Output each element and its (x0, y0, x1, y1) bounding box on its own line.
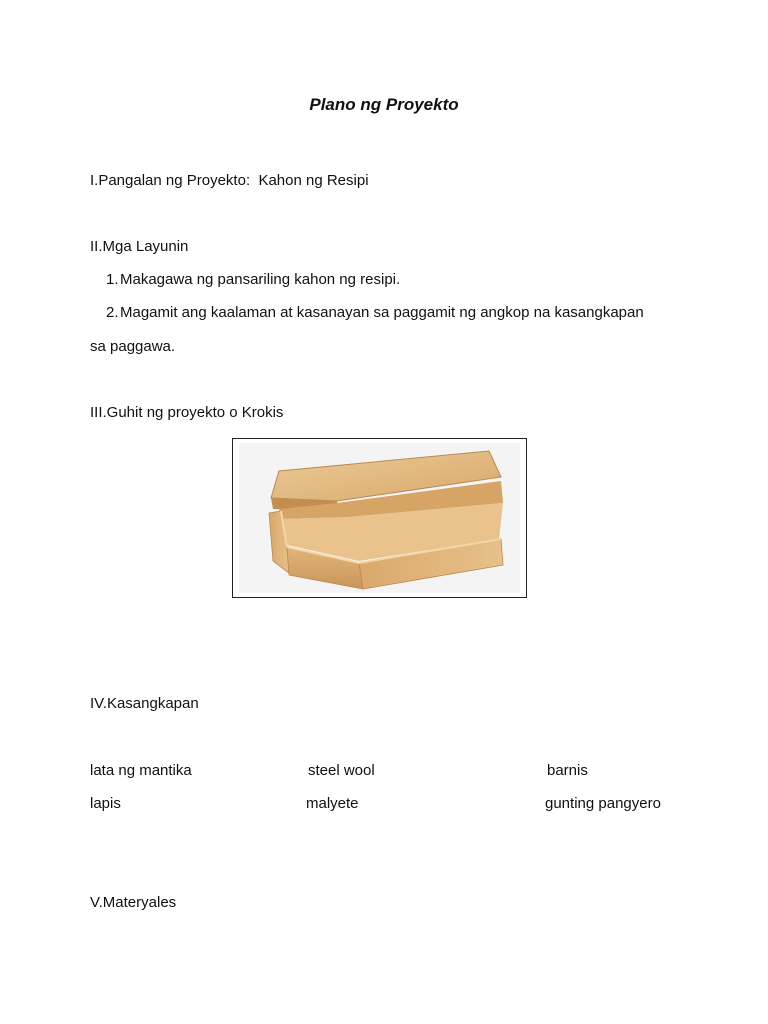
page-title: Plano ng Proyekto (309, 95, 459, 114)
tool-item: lata ng mantika (90, 762, 192, 779)
project-name-label: I.Pangalan ng Proyekto: (90, 172, 251, 189)
objective-number: 2. (106, 304, 119, 321)
tool-item: steel wool (308, 762, 375, 779)
sketch-heading: III.Guhit ng proyekto o Krokis (90, 404, 284, 421)
objective-text: Magamit ang kaalaman at kasanayan sa paggamit ng angkop na kasangkapan (120, 304, 644, 321)
sketch-frame (232, 438, 527, 598)
tools-heading: IV.Kasangkapan (90, 695, 199, 712)
objective-text: Makagawa ng pansariling kahon ng resipi. (120, 271, 401, 288)
tool-item: lapis (90, 795, 121, 812)
objective-item-1 (106, 271, 400, 288)
tool-item: gunting pangyero (545, 795, 661, 812)
wooden-box-image (239, 443, 520, 593)
materials-heading: V.Materyales (90, 894, 177, 911)
objective-continuation: sa paggawa. (90, 338, 176, 355)
objectives-heading: II.Mga Layunin (90, 238, 189, 255)
project-name-line (90, 172, 369, 189)
objective-item-2 (106, 304, 644, 321)
objective-number: 1. (106, 271, 119, 288)
tool-item: malyete (306, 795, 359, 812)
project-name-value: Kahon ng Resipi (258, 172, 369, 189)
tool-item: barnis (547, 762, 588, 779)
